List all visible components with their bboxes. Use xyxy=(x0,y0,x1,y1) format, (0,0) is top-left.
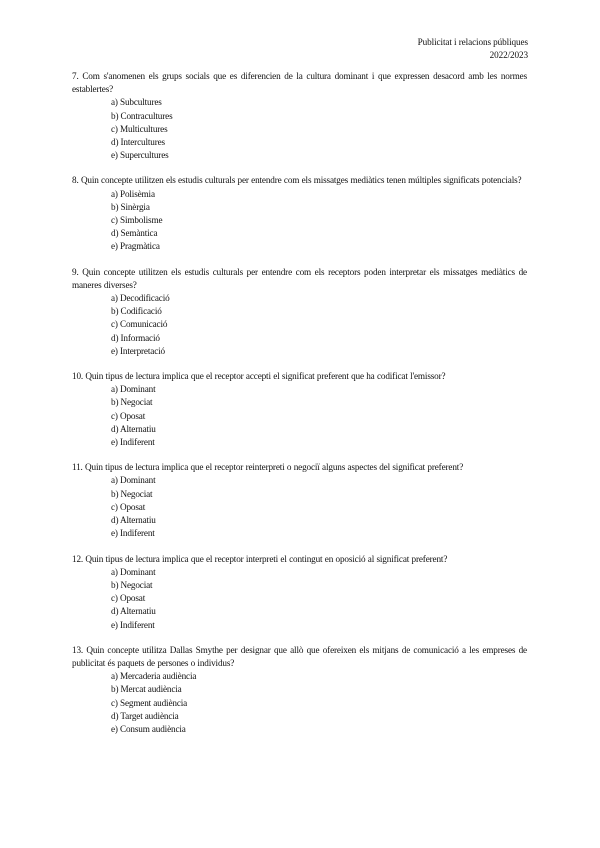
option-e: e) Indiferent xyxy=(111,437,155,448)
option-a: a) Polisèmia xyxy=(111,188,155,199)
option-c: c) Simbolisme xyxy=(111,215,163,226)
option-list xyxy=(72,474,527,540)
option-e: e) Pragmàtica xyxy=(111,241,160,252)
option-a: a) Dominant xyxy=(111,475,156,486)
option-b: b) Codificació xyxy=(111,306,162,317)
question-7 xyxy=(72,70,527,162)
option-c: c) Oposat xyxy=(111,593,146,604)
question-13 xyxy=(72,644,527,736)
option-e: e) Interpretació xyxy=(111,345,165,356)
option-d: d) Semàntica xyxy=(111,228,158,239)
question-10 xyxy=(72,370,527,449)
option-b: b) Contracultures xyxy=(111,110,173,121)
option-d: d) Informació xyxy=(111,332,160,343)
option-c: c) Oposat xyxy=(111,410,146,421)
option-list xyxy=(72,670,527,736)
question-text: 10. Quin tipus de lectura implica que el receptor accepti el significat preferent que ha codificat l'emissor? xyxy=(72,371,446,382)
option-c: c) Multicultures xyxy=(111,123,168,134)
question-text: 12. Quin tipus de lectura implica que el receptor interpreti el contingut en oposició al significat preferent? xyxy=(72,553,448,564)
question-text: 9. Quin concepte utilitzen els estudis culturals per entendre com els receptors poden interpretar els missatges mediàtics de maneres diverses? xyxy=(72,266,527,290)
option-b: b) Sinèrgia xyxy=(111,201,150,212)
question-text: 7. Com s'anomenen els grups socials que es diferencien de la cultura dominant i que expressen desacord amb les normes establertes? xyxy=(72,71,527,95)
question-9 xyxy=(72,266,527,358)
option-e: e) Supercultures xyxy=(111,150,169,161)
option-e: e) Consum audiència xyxy=(111,723,186,734)
option-a: a) Dominant xyxy=(111,566,156,577)
question-8 xyxy=(72,174,527,253)
option-list xyxy=(72,292,527,358)
option-d: d) Alternatiu xyxy=(111,515,156,526)
question-11 xyxy=(72,461,527,540)
option-e: e) Indiferent xyxy=(111,619,155,630)
question-text: 11. Quin tipus de lectura implica que el receptor reinterpreti o negociï alguns aspectes del significat preferent? xyxy=(72,462,464,473)
option-a: a) Mercaderia audiència xyxy=(111,671,197,682)
option-a: a) Decodificació xyxy=(111,293,170,304)
question-text: 13. Quin concepte utilitza Dallas Smythe per designar que allò que ofereixen els mitjans de comunicació a les empreses de publicitat és paquets de persones o individus? xyxy=(72,644,527,668)
option-a: a) Dominant xyxy=(111,384,156,395)
option-b: b) Negociat xyxy=(111,397,153,408)
option-list xyxy=(72,383,527,449)
option-d: d) Target audiència xyxy=(111,710,179,721)
option-d: d) Alternatiu xyxy=(111,606,156,617)
option-c: c) Comunicació xyxy=(111,319,168,330)
option-c: c) Segment audiència xyxy=(111,697,188,708)
option-b: b) Negociat xyxy=(111,488,153,499)
option-c: c) Oposat xyxy=(111,501,146,512)
option-e: e) Indiferent xyxy=(111,528,155,539)
option-d: d) Alternatiu xyxy=(111,423,156,434)
option-b: b) Negociat xyxy=(111,579,153,590)
question-list xyxy=(72,70,527,748)
option-b: b) Mercat audiència xyxy=(111,684,182,695)
option-d: d) Intercultures xyxy=(111,137,165,148)
page-header xyxy=(418,36,528,62)
course-title: Publicitat i relacions públiques xyxy=(417,37,528,47)
option-list xyxy=(72,188,527,254)
question-12 xyxy=(72,553,527,632)
question-text: 8. Quin concepte utilitzen els estudis culturals per entendre com els missatges mediàtics tenen múltiples significats potencials? xyxy=(72,175,522,186)
academic-year: 2022/2023 xyxy=(489,50,528,61)
option-list xyxy=(72,566,527,632)
option-a: a) Subcultures xyxy=(111,97,162,108)
option-list xyxy=(72,96,527,162)
